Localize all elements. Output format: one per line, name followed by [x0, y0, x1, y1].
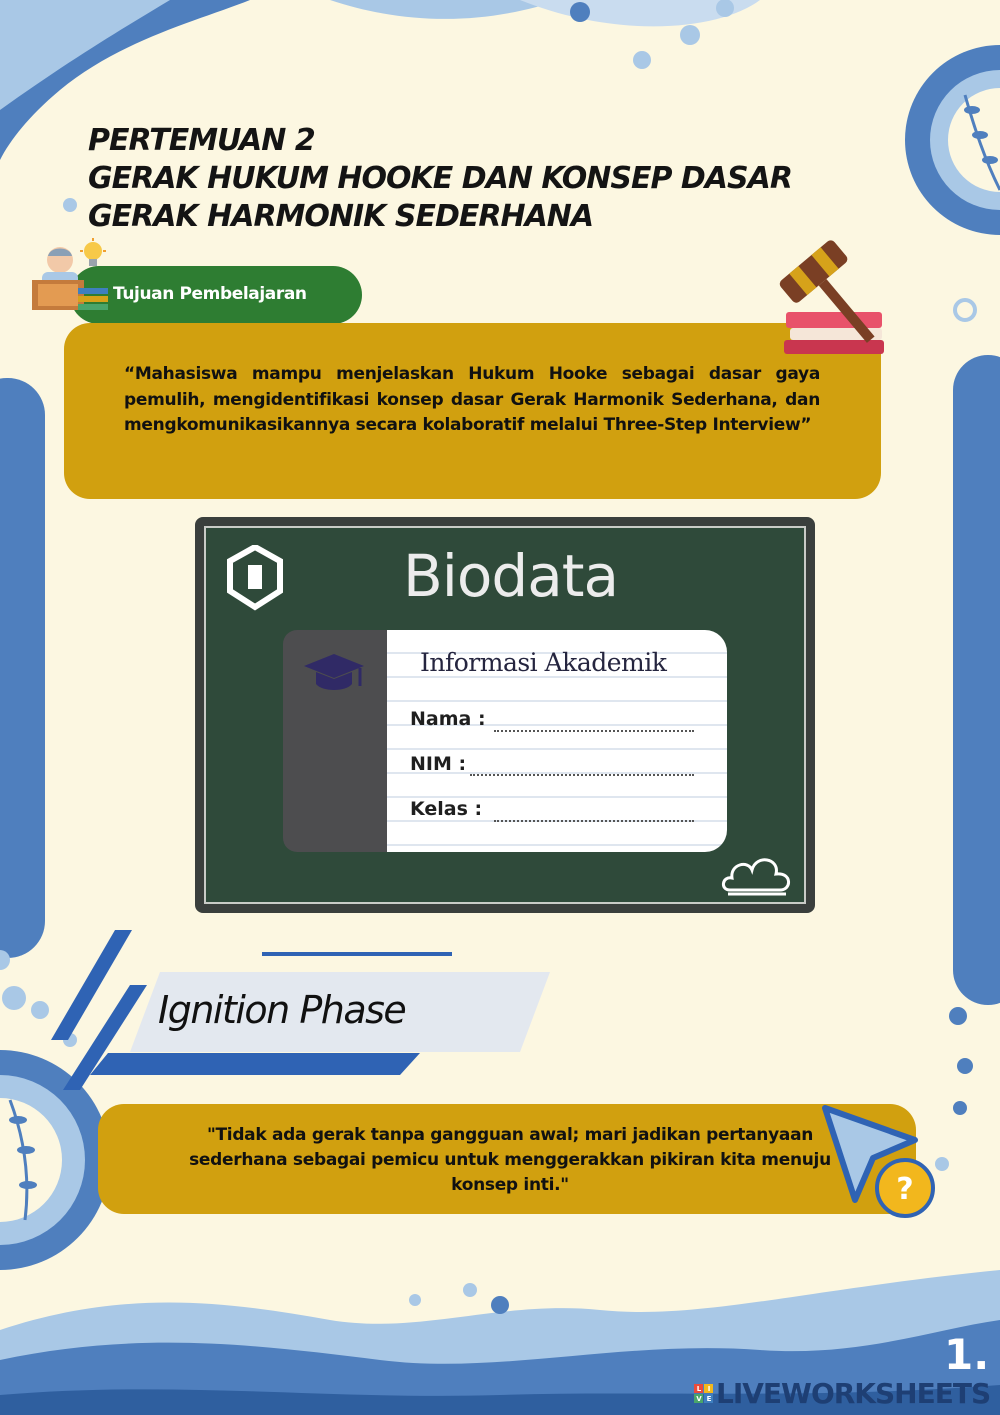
title-line-1: PERTEMUAN 2 [88, 123, 315, 158]
liveworksheets-brand[interactable] [694, 1377, 990, 1410]
ignition-phase-title: Ignition Phase [158, 988, 406, 1032]
cursor-question-icon [815, 1100, 940, 1225]
goal-label: Tujuan Pembelajaran [113, 284, 307, 304]
ignition-text: "Tidak ada gerak tanpa gangguan awal; mari jadikan pertanyaan sederhana sebagai pemicu untuk menggerakkan pikiran kita menuju konsep inti." [189, 1125, 831, 1195]
title-line-2: GERAK HUKUM HOOKE DAN KONSEP DASAR [88, 161, 792, 196]
field-nim-label: NIM : [410, 753, 467, 775]
title-line-3: GERAK HARMONIK SEDERHANA [88, 199, 594, 234]
field-nim-line[interactable] [470, 774, 694, 776]
page-number: 1. [944, 1330, 990, 1379]
lightbulb-icon [80, 238, 106, 272]
liveworksheets-badge-icon: L I V E [694, 1384, 713, 1403]
biodata-title: Biodata [403, 542, 619, 610]
field-kelas-label: Kelas : [410, 798, 483, 820]
field-kelas-line[interactable] [494, 820, 694, 822]
card-heading: Informasi Akademik [420, 648, 667, 677]
field-nama-line[interactable] [494, 730, 694, 732]
liveworksheets-text: LIVEWORKSHEETS [716, 1377, 991, 1410]
goal-text: “Mahasiswa mampu menjelaskan Hukum Hooke sebagai dasar gaya pemulih, mengidentifikasi konsep dasar Gerak Harmonik Sederhana, dan mengkomunikasikannya secara kolaboratif melalui Three-Step Interview” [124, 364, 820, 435]
cloud-doodle-icon [720, 850, 794, 896]
page-title [88, 122, 792, 236]
graduation-cap-icon [302, 652, 366, 694]
gavel-icon [750, 232, 890, 360]
field-nama-label: Nama : [410, 708, 486, 730]
svg-text:?: ? [896, 1172, 914, 1207]
logo-icon [226, 545, 284, 611]
